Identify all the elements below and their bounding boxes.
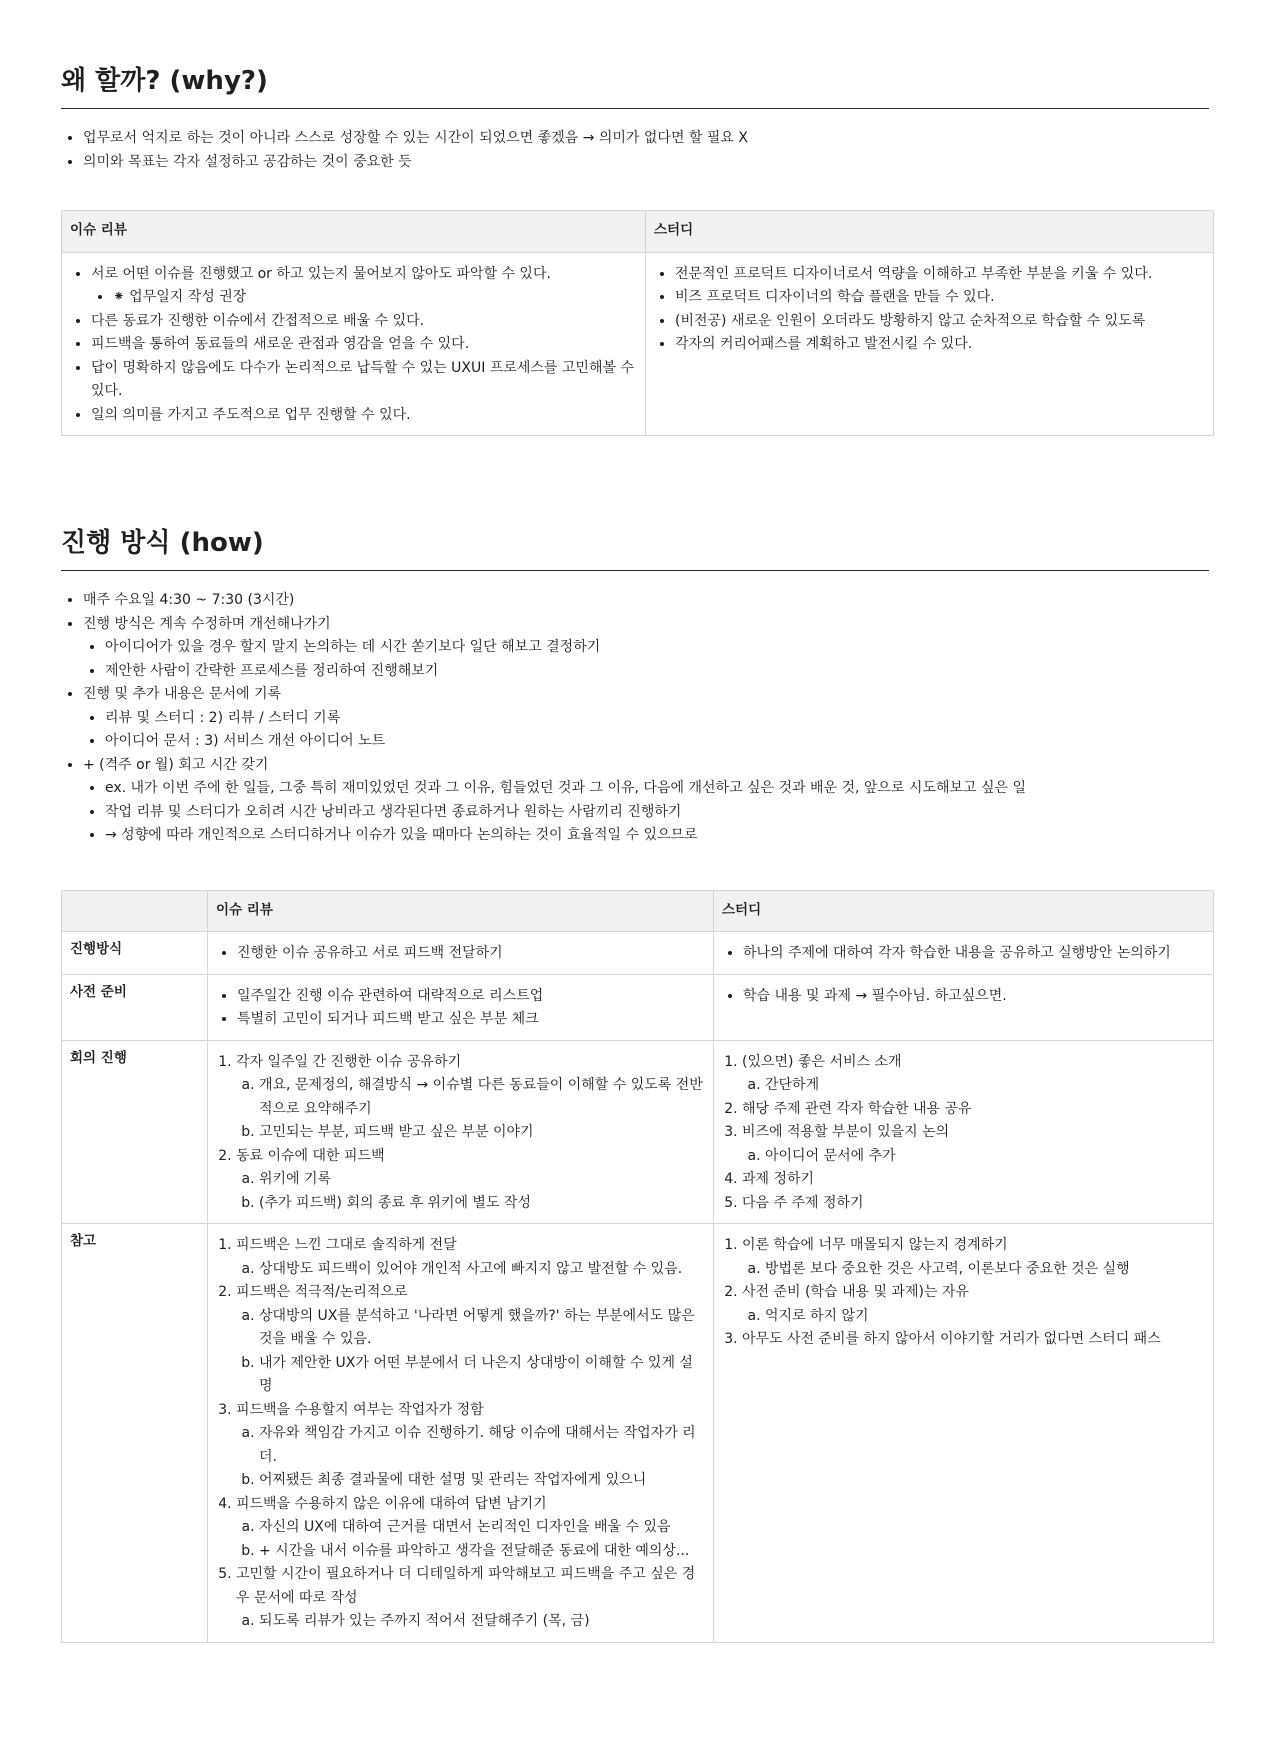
list-item: • 답이 명확하지 않음에도 다수가 논리적으로 납득할 수 있는 UXUI 프로세스를 고민해볼 수 있다.: [91, 357, 637, 404]
table-cell-study: [646, 252, 1214, 436]
list-item-text: 피드백을 수용하지 않은 이유에 대하여 답변 남기기: [236, 1495, 547, 1512]
list-item: 3. 아무도 사전 준비를 하지 않아서 이야기할 거리가 없다면 스터디 패스: [742, 1328, 1205, 1352]
list-item: • 아이디어가 있을 경우 할지 말지 논의하는 데 시간 쏟기보다 일단 해보고 결정하기: [105, 636, 1219, 660]
list-item-text: 각자 일주일 간 진행한 이슈 공유하기: [236, 1053, 462, 1070]
sub-list: [742, 1145, 1205, 1169]
sub-list: [236, 1258, 705, 1282]
list-item: a. 위키에 기록: [259, 1168, 705, 1192]
column-header-issue-review: 이슈 리뷰: [208, 890, 714, 932]
list-item: [742, 1234, 1205, 1281]
table-cell-issue-review: [62, 252, 646, 436]
list-item: • 일주일간 진행 이슈 관련하여 대략적으로 리스트업: [237, 985, 705, 1009]
column-header-empty: [62, 890, 208, 932]
list-item: b. 어찌됐든 최종 결과물에 대한 설명 및 관리는 작업자에게 있으니: [259, 1469, 705, 1493]
table-cell: [714, 1224, 1214, 1643]
list-item: • 특별히 고민이 되거나 피드백 받고 싶은 부분 체크: [237, 1008, 705, 1032]
list-item: [742, 1281, 1205, 1328]
column-header-issue-review: 이슈 리뷰: [62, 211, 646, 253]
list-item-text: 피드백을 수용할지 여부는 작업자가 정함: [236, 1401, 484, 1418]
list-item: a. 간단하게: [765, 1074, 1205, 1098]
list-item: • 업무로서 억지로 하는 것이 아니라 스스로 성장할 수 있는 시간이 되었으면 좋겠음 → 의미가 없다면 할 필요 X: [83, 127, 1219, 151]
list-item: b. 고민되는 부분, 피드백 받고 싶은 부분 이야기: [259, 1121, 705, 1145]
list-item: [236, 1051, 705, 1145]
sub-list: [236, 1516, 705, 1563]
list-item: • 매주 수요일 4:30 ~ 7:30 (3시간): [83, 589, 1219, 613]
list-item: 4. 과제 정하기: [742, 1168, 1205, 1192]
list-item: a. 아이디어 문서에 추가: [765, 1145, 1205, 1169]
table-header-row: [62, 890, 1214, 932]
sub-list: [742, 1305, 1205, 1329]
list-item-text: 진행 방식은 계속 수정하며 개선해나가기: [83, 615, 331, 632]
list-item: • 피드백을 통하여 동료들의 새로운 관점과 영감을 얻을 수 있다.: [91, 333, 637, 357]
numbered-list: [722, 1234, 1205, 1352]
list-item: • 작업 리뷰 및 스터디가 오히려 시간 낭비라고 생각된다면 종료하거나 원하는 사람끼리 진행하기: [105, 801, 1219, 825]
list-item: • ex. 내가 이번 주에 한 일들, 그중 특히 재미있었던 것과 그 이유, 힘들었던 것과 그 이유, 다음에 개선하고 싶은 것과 배운 것, 앞으로 시도해보고 싶은 일: [105, 777, 1219, 801]
list-item-text: 진행 및 추가 내용은 문서에 기록: [83, 686, 282, 702]
how-table: [61, 890, 1214, 1643]
list-item: a. 되도록 리뷰가 있는 주까지 적어서 전달해주기 (목, 금): [259, 1610, 705, 1634]
table-row: [62, 1040, 1214, 1224]
sub-list: [742, 1074, 1205, 1098]
list: [722, 985, 1205, 1009]
sub-list: [236, 1305, 705, 1399]
table-cell: [208, 1040, 714, 1224]
sub-list: [83, 636, 1219, 683]
list: [216, 942, 705, 966]
row-header-prep: 사전 준비: [62, 974, 208, 1040]
list-item-text: 사전 준비 (학습 내용 및 과제)는 자유: [742, 1284, 969, 1300]
list-item: a. 상대방의 UX를 분석하고 '나라면 어떻게 했을까?' 하는 부분에서도 많은 것을 배울 수 있음.: [259, 1305, 705, 1352]
list: [216, 985, 705, 1032]
column-header-study: 스터디: [714, 890, 1214, 932]
table-cell: [208, 974, 714, 1040]
list-item-text: 동료 이슈에 대한 피드백: [236, 1147, 385, 1164]
table-row: [62, 1224, 1214, 1643]
list-item: b. (추가 피드백) 회의 종료 후 위키에 별도 작성: [259, 1192, 705, 1216]
list-item: [236, 1563, 705, 1634]
list-item: • 전문적인 프로덕트 디자이너로서 역량을 이해하고 부족한 부분을 키울 수 있다.: [675, 263, 1205, 287]
sub-list: [83, 777, 1219, 848]
list-item: • 하나의 주제에 대하여 각자 학습한 내용을 공유하고 실행방안 논의하기: [743, 942, 1205, 966]
list-item: • 리뷰 및 스터디 : 2) 리뷰 / 스터디 기록: [105, 707, 1219, 731]
list-item: [236, 1145, 705, 1216]
section-title-how: 진행 방식 (how): [61, 526, 1209, 571]
list-item-text: 고민할 시간이 필요하거나 더 디테일하게 파악해보고 피드백을 주고 싶은 경우 문서에 따로 작성: [236, 1566, 696, 1606]
how-bullet-list: [61, 589, 1219, 848]
list-item: • 다른 동료가 진행한 이슈에서 간접적으로 배울 수 있다.: [91, 310, 637, 334]
column-header-study: 스터디: [646, 211, 1214, 253]
list-item-text: 비즈에 적용할 부분이 있을지 논의: [742, 1124, 950, 1140]
list-item: a. 상대방도 피드백이 있어야 개인적 사고에 빠지지 않고 발전할 수 있음.: [259, 1258, 705, 1282]
list-item: [236, 1399, 705, 1493]
sub-list: [91, 286, 637, 310]
list-item: b. + 시간을 내서 이슈를 파악하고 생각을 전달해준 동료에 대한 예의상...: [259, 1540, 705, 1564]
sub-list: [236, 1610, 705, 1634]
list-item: [83, 613, 1219, 684]
list-item: • 제안한 사람이 간략한 프로세스를 정리하여 진행해보기: [105, 660, 1219, 684]
list-item: [236, 1281, 705, 1399]
numbered-list: [722, 1051, 1205, 1216]
list-item: a. 개요, 문제정의, 해결방식 → 이슈별 다른 동료들이 이해할 수 있도록 전반적으로 요약해주기: [259, 1074, 705, 1121]
list-item: • 진행한 이슈 공유하고 서로 피드백 전달하기: [237, 942, 705, 966]
table-row: [62, 252, 1214, 436]
list-item: [742, 1051, 1205, 1098]
list-item-text: (있으면) 좋은 서비스 소개: [742, 1053, 902, 1070]
section-title-why: 왜 할까? (why?): [61, 64, 1209, 109]
list-item: • 학습 내용 및 과제 → 필수아님. 하고싶으면.: [743, 985, 1205, 1009]
list-item: • 일의 의미를 가지고 주도적으로 업무 진행할 수 있다.: [91, 404, 637, 428]
row-header-meeting: 회의 진행: [62, 1040, 208, 1224]
why-table: [61, 210, 1214, 436]
list-item: b. 내가 제안한 UX가 어떤 부분에서 더 나은지 상대방이 이해할 수 있게 설명: [259, 1352, 705, 1399]
list-item-text: + (격주 or 월) 회고 시간 갖기: [83, 756, 269, 773]
document-page: [0, 64, 1280, 1643]
list: [722, 942, 1205, 966]
table-cell: [714, 932, 1214, 975]
list-item: • ⁕ 업무일지 작성 권장: [113, 286, 637, 310]
list-item: • 의미와 목표는 각자 설정하고 공감하는 것이 중요한 듯: [83, 151, 1219, 175]
list-item-text: 이론 학습에 너무 매몰되지 않는지 경계하기: [742, 1237, 1008, 1253]
list-item: [83, 754, 1219, 848]
list-item: [236, 1234, 705, 1281]
list-item-text: 서로 어떤 이슈를 진행했고 or 하고 있는지 물어보지 않아도 파악할 수 있다.: [91, 265, 551, 282]
row-header-reference: 참고: [62, 1224, 208, 1643]
list-item: a. 자신의 UX에 대하여 근거를 대면서 논리적인 디자인을 배울 수 있음: [259, 1516, 705, 1540]
list-item: a. 방법론 보다 중요한 것은 사고력, 이론보다 중요한 것은 실행: [765, 1258, 1205, 1282]
list-item: 5. 다음 주 주제 정하기: [742, 1192, 1205, 1216]
table-row: [62, 932, 1214, 975]
list-item: [83, 683, 1219, 754]
issue-review-list: [70, 263, 637, 428]
why-bullet-list: [61, 127, 1219, 174]
list-item: 2. 해당 주제 관련 각자 학습한 내용 공유: [742, 1098, 1205, 1122]
list-item: [236, 1493, 705, 1564]
row-header-progress: 진행방식: [62, 932, 208, 975]
table-header-row: [62, 211, 1214, 253]
sub-list: [83, 707, 1219, 754]
sub-list: [236, 1422, 705, 1493]
table-cell: [714, 1040, 1214, 1224]
list-item: • 비즈 프로덕트 디자이너의 학습 플랜을 만들 수 있다.: [675, 286, 1205, 310]
sub-list: [236, 1074, 705, 1145]
list-item-text: 피드백은 적극적/논리적으로: [236, 1284, 408, 1300]
list-item: a. 억지로 하지 않기: [765, 1305, 1205, 1329]
list-item: a. 자유와 책임감 가지고 이슈 진행하기. 해당 이슈에 대해서는 작업자가 리더.: [259, 1422, 705, 1469]
table-cell: [208, 1224, 714, 1643]
list-item: • → 성향에 따라 개인적으로 스터디하거나 이슈가 있을 때마다 논의하는 것이 효율적일 수 있으므로: [105, 824, 1219, 848]
list-item: • (비전공) 새로운 인원이 오더라도 방황하지 않고 순차적으로 학습할 수 있도록: [675, 310, 1205, 334]
list-item-text: 피드백은 느낀 그대로 솔직하게 전달: [236, 1237, 457, 1253]
numbered-list: [216, 1234, 705, 1634]
list-item: [742, 1121, 1205, 1168]
study-list: [654, 263, 1205, 357]
table-row: [62, 974, 1214, 1040]
list-item: • 아이디어 문서 : 3) 서비스 개선 아이디어 노트: [105, 730, 1219, 754]
list-item: [91, 263, 637, 310]
sub-list: [236, 1168, 705, 1215]
table-cell: [208, 932, 714, 975]
numbered-list: [216, 1051, 705, 1216]
sub-list: [742, 1258, 1205, 1282]
table-cell: [714, 974, 1214, 1040]
list-item: • 각자의 커리어패스를 계획하고 발전시킬 수 있다.: [675, 333, 1205, 357]
